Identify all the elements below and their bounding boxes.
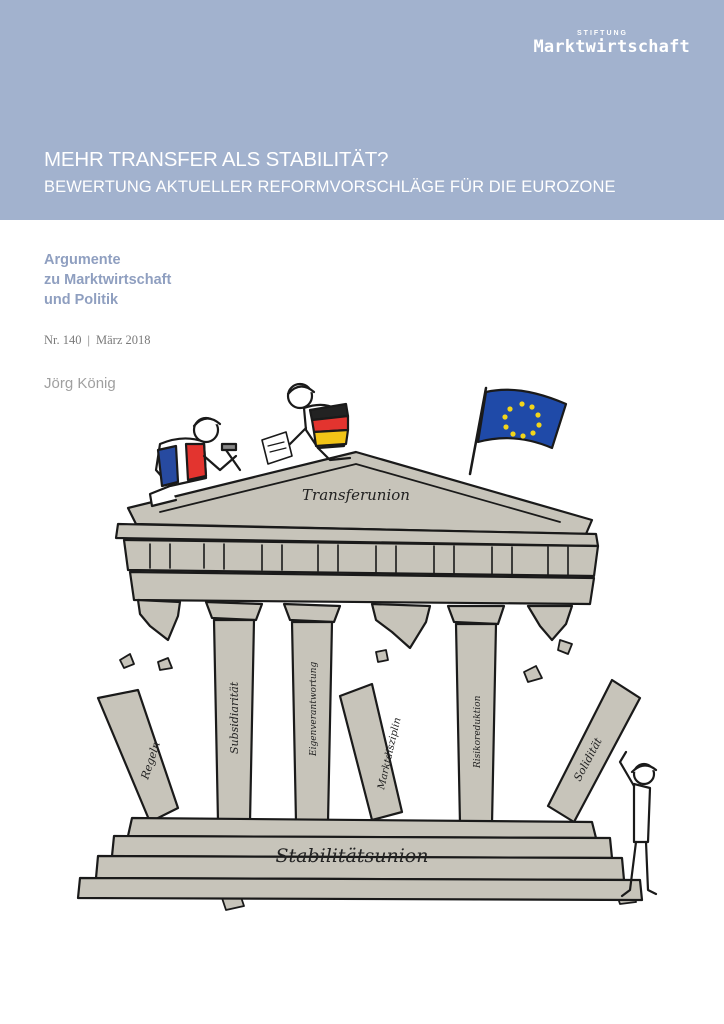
pillar-label-subsidiaritaet: Subsidiarität	[228, 681, 241, 754]
page-subtitle: BEWERTUNG AKTUELLER REFORMVORSCHLÄGE FÜR DIE EUROZONE	[44, 178, 616, 196]
issue-number: Nr. 140	[44, 333, 82, 347]
series-line-2: zu Marktwirtschaft	[44, 272, 172, 288]
pillar-label-risikoreduktion: Risikoreduktion	[473, 695, 483, 768]
logo-small-text: STIFTUNG	[577, 30, 628, 37]
pillar-label-marktdisziplin: Marktdisziplin	[376, 716, 404, 791]
series-line-1: Argumente	[44, 252, 121, 268]
series-line-3: und Politik	[44, 292, 119, 308]
issue-date: März 2018	[96, 333, 151, 347]
worker-right-figure	[262, 384, 350, 464]
supporting-figure	[620, 752, 656, 896]
page-title: MEHR TRANSFER ALS STABILITÄT?	[44, 148, 389, 171]
pediment-label: Transferunion	[302, 486, 410, 504]
base-label: Stabilitätsunion	[275, 845, 429, 867]
pillar-label-regeln: Regeln	[138, 739, 163, 781]
issue-separator: |	[87, 333, 91, 347]
eu-flag-icon	[470, 388, 566, 474]
pillar-regeln	[98, 690, 178, 822]
logo-main-text: Marktwirtschaft	[533, 37, 690, 57]
pillar-label-eigenverantwortung: Eigenverantwortung	[309, 661, 319, 756]
temple-frieze	[124, 540, 598, 648]
author-name: Jörg König	[44, 375, 116, 392]
pillar-label-soliditaet: Solidität	[571, 735, 605, 784]
